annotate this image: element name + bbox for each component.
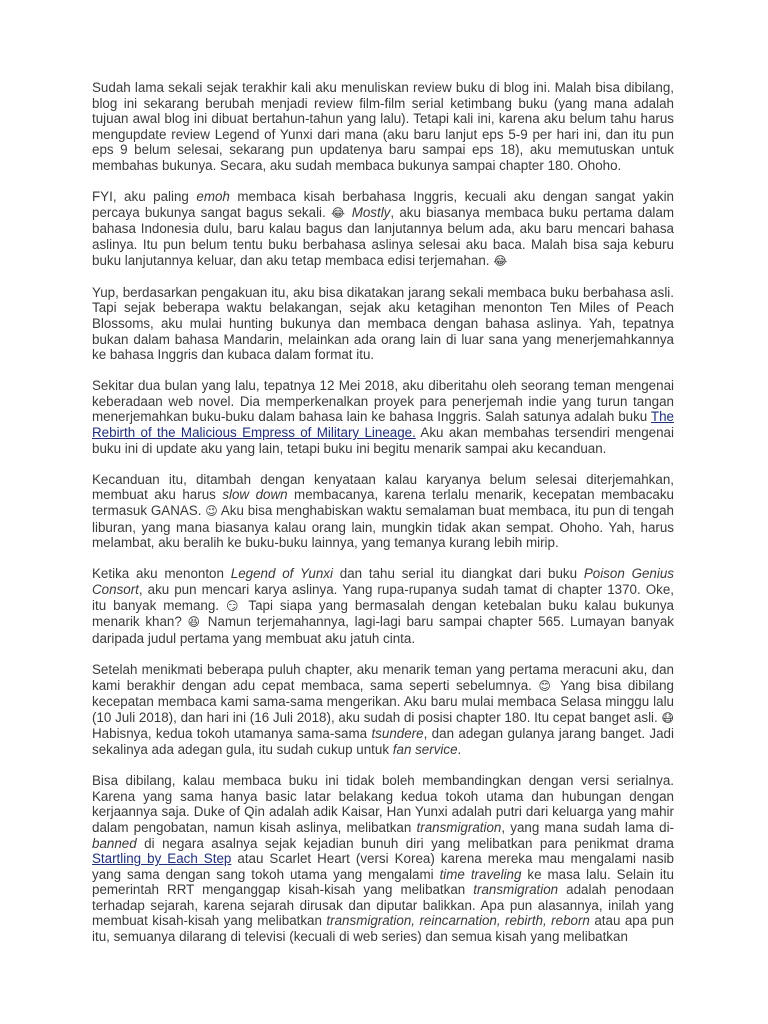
- italic-text: Legend of Yunxi: [230, 566, 333, 582]
- body-text: , aku pun mencari karya aslinya. Yang rupa-rupanya sudah tamat di chapter 1370. Oke, itu banyak memang.: [92, 582, 674, 613]
- paragraph: [92, 662, 674, 758]
- paragraph: [92, 566, 674, 646]
- body-text: Yup, berdasarkan pengakuan itu, aku bisa dikatakan jarang sekali membaca buku berbahasa asli. Tapi sejak beberapa waktu belakangan, sejak aku ketagihan menonton Ten Miles of Peach Blossoms, aku mulai hunting bukunya dan membaca dengan bahasa aslinya. Yah, tepatnya bukan dalam bahasa Mandarin, melainkan ada orang lain di luar sana yang menerjemahkannya ke bahasa Inggris dan kubaca dalam format itu.: [92, 284, 674, 363]
- body-text: Habisnya, kedua tokoh utamanya sama-sama: [92, 726, 372, 742]
- body-text: atau Scarlet Heart (versi Korea) karena mereka mau mengalami nasib yang sama dengan sang tokoh utama yang mengalami: [92, 851, 674, 882]
- body-text: dan tahu serial itu diangkat dari buku: [332, 566, 584, 582]
- body-text: Setelah menikmati beberapa puluh chapter, aku menarik teman yang pertama meracuni aku, dan kami berakhir dengan adu cepat membaca, sama seperti sebelumnya.: [92, 661, 674, 693]
- body-text: Bisa dibilang, kalau membaca buku ini tidak boleh membandingkan dengan versi serialnya. Karena yang sama hanya basic latar belakang kedua tokoh utama dan hubungan dengan kerjaannya saja. Duke of Qin adalah adik Kaisar, Han Yunxi adalah putri dari keluarga yang mahir dalam pengobatan, namun kisah aslinya, melibatkan: [92, 773, 674, 835]
- italic-text: slow down: [222, 487, 288, 503]
- italic-text: time traveling: [439, 866, 522, 882]
- italic-text: banned: [92, 835, 137, 851]
- body-text: FYI, aku paling: [92, 189, 197, 205]
- emoji-icon: 😉: [205, 504, 218, 519]
- italic-text: transmigration: [416, 819, 502, 835]
- italic-text: transmigration: [473, 882, 559, 898]
- body-text: membacanya, karena terlalu menarik, kecepatan membacaku termasuk GANAS.: [92, 487, 674, 519]
- body-text: Namun terjemahannya, lagi-lagi baru sampai chapter 565. Lumayan banyak daripada judul pertama yang membuat aku jatuh cinta.: [92, 614, 674, 646]
- paragraph: [92, 285, 674, 363]
- body-text: , yang mana sudah lama di-: [501, 819, 675, 835]
- paragraph: [92, 472, 674, 551]
- italic-text: transmigration, reincarnation, rebirth, reborn: [326, 913, 590, 929]
- emoji-icon: 😆: [187, 615, 203, 630]
- emoji-icon: 😂: [330, 205, 347, 220]
- body-text: ke masa lalu. Selain itu pemerintah RRT menganggap kisah-kisah yang melibatkan: [92, 866, 674, 898]
- emoji-icon: 😊: [538, 678, 554, 693]
- italic-text: tsundere: [371, 726, 424, 742]
- body-text: Sudah lama sekali sejak terakhir kali aku menuliskan review buku di blog ini. Malah bisa dibilang, blog ini sekarang berubah menjadi review film-film serial ketimbang buku (yang mana adalah tujuan awal blog ini dibuat bertahun-tahun yang lalu). Tetapi kali ini, karena aku belum tahu harus mengupdate review Legend of Yunxi dari mana (aku baru lanjut eps 5-9 per hari ini, dan itu pun eps 9 belum selesai, sekarang pun updatenya baru sampai eps 18), aku memutuskan untuk membahas bukunya. Secara, aku sudah membaca bukunya sampai chapter 180. Ohoho.: [92, 80, 674, 173]
- paragraph: [92, 189, 674, 269]
- document-page: [92, 80, 674, 960]
- body-text: atau apa pun itu, semuanya dilarang di televisi (kecuali di web series) dan semua kisah yang melibatkan: [92, 913, 674, 945]
- body-text: membaca kisah berbahasa Inggris, kecuali aku dengan sangat yakin percaya bukunya sangat bagus sekali.: [92, 189, 675, 220]
- paragraph: [92, 80, 674, 174]
- body-text: Sekitar dua bulan yang lalu, tepatnya 12 Mei 2018, aku diberitahu oleh seorang teman mengenai keberadaan web novel. Dia memperkenalkan proyek para penerjemah indie yang turun tangan menerjemahkan buku-buku dalam bahasa lain ke bahasa Inggris. Salah satunya adalah buku: [92, 378, 674, 425]
- book-title-link[interactable]: Startling by Each Step: [92, 851, 232, 867]
- paragraph: [92, 773, 674, 945]
- emoji-icon: 😷: [661, 710, 674, 725]
- body-text: Aku bisa menghabiskan waktu semalaman buat membaca, itu pun di tengah liburan, yang mana biasanya kalau orang lain, mungkin tidak akan sempat. Ohoho. Yah, harus melambat, aku beralih ke buku-buku lainnya, yang temanya kurang lebih mirip.: [92, 503, 675, 551]
- body-text: .: [457, 741, 462, 757]
- italic-text: fan service: [392, 741, 458, 757]
- book-title-link[interactable]: The Rebirth of the Malicious Empress of Military Lineage.: [92, 409, 674, 441]
- italic-text: Poison Genius Consort: [92, 566, 674, 597]
- body-text: di negara asalnya sejak kejadian bunuh diri yang melibatkan para penikmat drama: [136, 835, 674, 851]
- emoji-icon: 😏: [225, 598, 242, 613]
- body-text: adalah penodaan terhadap sejarah, karena sejarah dirusak dan diputar balikkan. Apa pun alasannya, inilah yang membuat kisah-kisah yang melibatkan: [92, 882, 674, 929]
- body-text: Aku akan membahas tersendiri mengenai buku ini di update aku yang lain, tetapi buku ini begitu menarik sampai aku kecanduan.: [92, 425, 674, 456]
- body-text: , dan adegan gulanya jarang banget. Jadi sekalinya ada adegan gula, itu sudah cukup untuk: [92, 726, 674, 757]
- body-text: , aku biasanya membaca buku pertama dalam bahasa Indonesia dulu, baru kalau bagus dan lanjutannya belum ada, aku baru mencari bahasa aslinya. Itu pun belum tentu buku berbahasa aslinya selesai aku baca. Malah bisa saja keburu buku lanjutannya keluar, dan aku tetap membaca edisi terjemahan.: [92, 204, 674, 268]
- italic-text: Mostly: [351, 204, 391, 220]
- body-text: Kecanduan itu, ditambah dengan kenyataan kalau karyanya belum selesai diterjemahkan, membuat aku harus: [92, 471, 674, 503]
- body-text: Ketika aku menonton: [92, 566, 231, 582]
- emoji-icon: 😂: [493, 253, 508, 268]
- body-text: Yang bisa dibilang kecepatan membaca kami sama-sama mengerikan. Aku baru mulai membaca Selasa minggu lalu (10 Juli 2018), dan hari ini (16 Juli 2018), aku sudah di posisi chapter 180. Itu cepat banget asli.: [92, 677, 674, 725]
- italic-text: emoh: [196, 189, 230, 205]
- paragraph: [92, 378, 674, 456]
- body-text: Tapi siapa yang bermasalah dengan ketebalan buku kalau bukunya menarik khan?: [92, 597, 674, 630]
